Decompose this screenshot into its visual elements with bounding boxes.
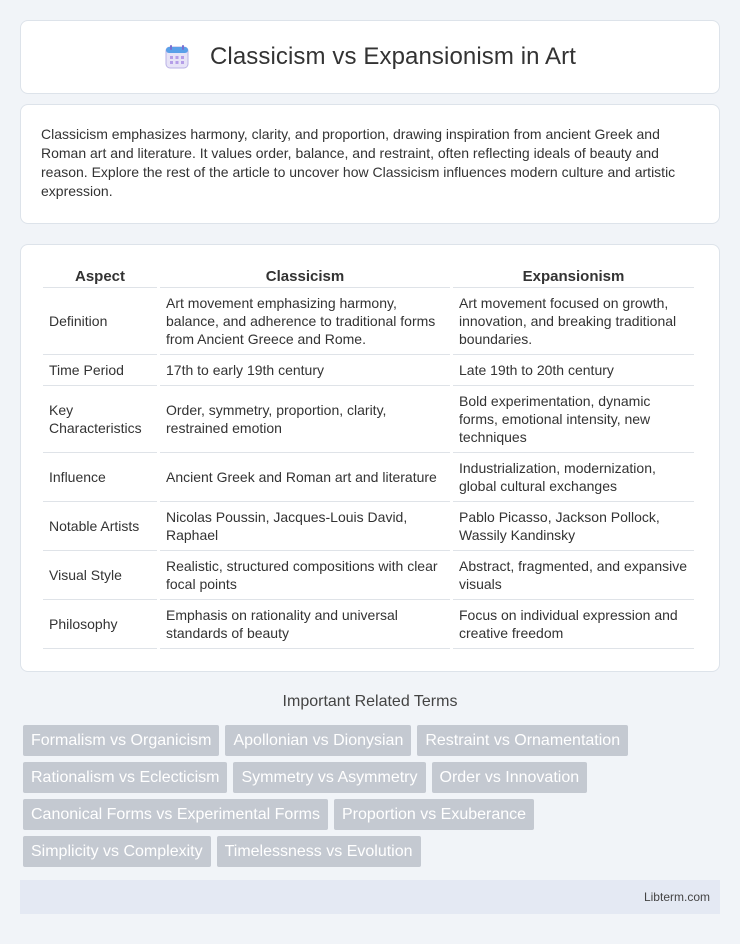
cell-aspect: Key Characteristics: [43, 386, 157, 453]
cell-expansionism: Focus on individual expression and creative freedom: [453, 600, 694, 649]
related-terms-list: [23, 725, 723, 873]
header-expansionism: Expansionism: [453, 263, 694, 288]
cell-expansionism: Industrialization, modernization, global cultural exchanges: [453, 453, 694, 502]
header-classicism: Classicism: [160, 263, 450, 288]
cell-aspect: Philosophy: [43, 600, 157, 649]
related-term-tag[interactable]: Timelessness vs Evolution: [217, 836, 421, 867]
header-card: [20, 20, 720, 94]
cell-classicism: Nicolas Poussin, Jacques-Louis David, Raphael: [160, 502, 450, 551]
related-term-tag[interactable]: Canonical Forms vs Experimental Forms: [23, 799, 328, 830]
table-row: [43, 453, 694, 502]
intro-text: Classicism emphasizes harmony, clarity, and proportion, drawing inspiration from ancient Greek and Roman art and literature. It values order, balance, and restraint, often reflecting ideals of beauty and reason. Explore the rest of the article to uncover how Classicism influences modern culture and artistic expression.: [41, 126, 676, 199]
cell-classicism: Emphasis on rationality and universal standards of beauty: [160, 600, 450, 649]
cell-classicism: Art movement emphasizing harmony, balance, and adherence to traditional forms from Ancient Greece and Rome.: [160, 288, 450, 355]
table-row: [43, 386, 694, 453]
cell-classicism: Order, symmetry, proportion, clarity, restrained emotion: [160, 386, 450, 453]
cell-aspect: Time Period: [43, 355, 157, 386]
table-row: [43, 288, 694, 355]
table-row: [43, 551, 694, 600]
related-term-tag[interactable]: Order vs Innovation: [432, 762, 588, 793]
cell-expansionism: Art movement focused on growth, innovation, and breaking traditional boundaries.: [453, 288, 694, 355]
cell-expansionism: Late 19th to 20th century: [453, 355, 694, 386]
related-term-tag[interactable]: Formalism vs Organicism: [23, 725, 219, 756]
footer-site-link[interactable]: Libterm.com: [643, 890, 710, 904]
cell-aspect: Notable Artists: [43, 502, 157, 551]
comparison-card: [20, 244, 720, 672]
footer: [20, 880, 720, 914]
cell-classicism: 17th to early 19th century: [160, 355, 450, 386]
related-term-tag[interactable]: Simplicity vs Complexity: [23, 836, 211, 867]
comparison-table: [40, 263, 697, 649]
header-aspect: Aspect: [43, 263, 157, 288]
cell-expansionism: Abstract, fragmented, and expansive visuals: [453, 551, 694, 600]
intro-card: [20, 104, 720, 224]
table-row: [43, 600, 694, 649]
related-term-tag[interactable]: Rationalism vs Eclecticism: [23, 762, 227, 793]
related-term-tag[interactable]: Restraint vs Ornamentation: [417, 725, 628, 756]
related-term-tag[interactable]: Proportion vs Exuberance: [334, 799, 534, 830]
related-terms-heading: Important Related Terms: [282, 693, 458, 710]
related-term-tag[interactable]: Apollonian vs Dionysian: [225, 725, 411, 756]
table-row: [43, 355, 694, 386]
cell-aspect: Visual Style: [43, 551, 157, 600]
cell-aspect: Definition: [43, 288, 157, 355]
cell-expansionism: Pablo Picasso, Jackson Pollock, Wassily Kandinsky: [453, 502, 694, 551]
cell-classicism: Ancient Greek and Roman art and literature: [160, 453, 450, 502]
cell-classicism: Realistic, structured compositions with clear focal points: [160, 551, 450, 600]
related-term-tag[interactable]: Symmetry vs Asymmetry: [233, 762, 425, 793]
cell-aspect: Influence: [43, 453, 157, 502]
table-header-row: [43, 263, 694, 288]
page-title: Classicism vs Expansionism in Art: [209, 43, 577, 70]
calendar-icon: [164, 44, 190, 70]
table-row: [43, 502, 694, 551]
cell-expansionism: Bold experimentation, dynamic forms, emotional intensity, new techniques: [453, 386, 694, 453]
